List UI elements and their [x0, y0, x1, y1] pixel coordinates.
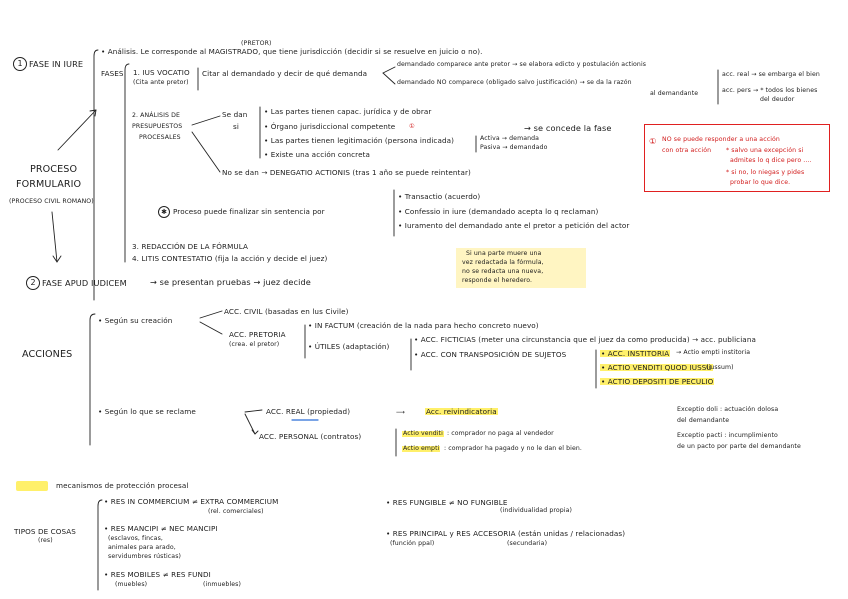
- fases-label: FASES: [101, 69, 124, 78]
- red-note-line-2: con otra acción: [662, 147, 712, 154]
- finalizar-text: Proceso puede finalizar sin sentencia por: [173, 207, 325, 216]
- yellow-note-line-2: vez redactada la fórmula,: [462, 259, 544, 266]
- in-factum: • IN FACTUM (creación de la nada para hecho concreto nuevo): [308, 321, 539, 330]
- acc-personal: ACC. PERSONAL (contratos): [259, 432, 362, 441]
- res-mobiles-sub: (muebles): [115, 581, 148, 588]
- analisis-presupuestos-2: PRESUPUESTOS: [132, 123, 183, 130]
- res-fungible-sub: (individualidad propia): [500, 507, 573, 514]
- actio-venditi-quod-iussu: • ACTIO VENDITI QUOD IUSSU: [601, 363, 712, 372]
- fase2-label: FASE APUD IUDICEM: [42, 278, 127, 288]
- se-dan-si: si: [233, 122, 239, 131]
- acc-real: ACC. REAL (propiedad): [266, 407, 351, 416]
- pretor-note: (PRETOR): [241, 40, 272, 47]
- presupuesto-capacidad: • Las partes tienen capac. jurídica y de obrar: [264, 107, 432, 116]
- proceso-subtitle: (PROCESO CIVIL ROMANO): [9, 198, 94, 205]
- no-comparece-text: demandado NO comparece (obligado salvo justificación) → se da la razón: [397, 79, 632, 86]
- res-mancipi: • RES MANCIPI ≠ NEC MANCIPI: [104, 524, 218, 533]
- exceptio-pacti: Exceptio pacti : incumplimiento: [677, 432, 778, 439]
- no-se-dan: No se dan → DENEGATIO ACTIONIS (tras 1 año se puede reintentar): [222, 168, 471, 177]
- exceptio-doli-2: del demandante: [677, 417, 730, 424]
- analisis-text: • Análisis. Le corresponde al MAGISTRADO, que tiene jurisdicción (decidir si se resuelve en juicio o no).: [101, 47, 483, 56]
- al-demandante: al demandante: [650, 90, 699, 97]
- arrow-to-reivindicatoria: ⟶: [396, 409, 405, 416]
- res-in-commercium: • RES IN COMMERCIUM ≠ EXTRA COMMERCIUM: [104, 497, 279, 506]
- res-mancipi-sub-1: (esclavos, fincas,: [108, 535, 163, 542]
- acc-real-embargo: acc. real → se embarga el bien: [722, 71, 820, 78]
- fase2-number: 2: [26, 276, 40, 290]
- segun-reclame: • Según lo que se reclame: [98, 407, 196, 416]
- yellow-note-line-1: Si una parte muere una: [466, 250, 542, 257]
- actio-empti-desc: : comprador ha pagado y no le dan el bien.: [444, 445, 582, 452]
- acc-civil: ACC. CIVIL (basadas en lus Civile): [224, 307, 349, 316]
- actio-empti: Actio empti: [403, 445, 440, 452]
- se-dan: Se dan: [222, 110, 248, 119]
- concede-fase: → se concede la fase: [524, 123, 612, 133]
- actio-venditi-quod-iussu-desc: (iussum): [706, 364, 734, 371]
- res-in-commercium-sub: (rel. comerciales): [208, 508, 264, 515]
- red-note-mark: ①: [649, 136, 657, 146]
- red-note-line-4: admites lo q dice pero ....: [730, 157, 812, 164]
- acc-pretoria: ACC. PRETORIA: [229, 330, 286, 339]
- segun-creacion: • Según su creación: [98, 316, 173, 325]
- comparece-text: demandado comparece ante pretor → se elabora edicto y postulación actionis: [397, 61, 647, 68]
- acc-institoria-desc: → Actio empti institoria: [676, 349, 751, 356]
- confessio: • Confessio in iure (demandado acepta lo q reclaman): [398, 207, 599, 216]
- res-accesoria-sub: (secundaria): [507, 540, 548, 547]
- litis-contestatio: 4. LITIS CONTESTATIO (fija la acción y decide el juez): [132, 254, 328, 263]
- red-mark-1: ①: [409, 123, 415, 130]
- redaccion-formula: 3. REDACCIÓN DE LA FÓRMULA: [132, 242, 249, 251]
- actio-venditi: Actio venditi: [403, 430, 443, 437]
- acc-institoria: • ACC. INSTITORIA: [601, 349, 670, 358]
- presupuesto-legitimacion: • Las partes tienen legitimación (persona indicada): [264, 136, 455, 145]
- exceptio-doli: Exceptio doli : actuación dolosa: [677, 406, 779, 413]
- legend-label: mecanismos de protección procesal: [56, 481, 189, 490]
- analisis-presupuestos: 2. ANÁLISIS DE: [132, 112, 180, 119]
- transactio: • Transactio (acuerdo): [398, 192, 481, 201]
- red-note-line-6: probar lo que dice.: [730, 179, 791, 186]
- star-icon: ✱: [158, 206, 170, 218]
- yellow-note-line-3: no se redacta una nueva,: [462, 268, 544, 275]
- proceso-title: PROCESO: [30, 164, 78, 175]
- proceso-title-2: FORMULARIO: [16, 179, 82, 190]
- legend-swatch: [16, 481, 48, 491]
- analisis-presupuestos-3: PROCESALES: [139, 134, 181, 141]
- red-note-line-3: * salvo una excepción si: [726, 147, 804, 154]
- actio-venditi-desc: : comprador no paga al vendedor: [447, 430, 554, 437]
- res-principal-sub: (función ppal): [390, 540, 435, 547]
- legitimacion-pasiva: Pasiva → demandado: [480, 144, 548, 151]
- fase2-desc: → se presentan pruebas → juez decide: [150, 277, 311, 287]
- res-mancipi-sub-3: servidumbres rústicas): [108, 553, 182, 560]
- res-mobiles: • RES MOBILES ≠ RES FUNDI: [104, 570, 211, 579]
- res-mancipi-sub-2: animales para arado,: [108, 544, 176, 551]
- tipos-cosas-sub: (res): [38, 537, 53, 544]
- red-note-line-5: * si no, lo niegas y pides: [726, 169, 805, 176]
- tipos-cosas-title: TIPOS DE COSAS: [14, 527, 76, 536]
- presupuesto-accion: • Existe una acción concreta: [264, 150, 371, 159]
- del-deudor: del deudor: [760, 96, 795, 103]
- acc-transposicion: • ACC. CON TRANSPOSICIÓN DE SUJETOS: [414, 350, 567, 359]
- fase1-label: FASE IN IURE: [29, 59, 84, 69]
- acc-reivindicatoria: Acc. reivindicatoria: [426, 407, 497, 416]
- res-fundi-sub: (inmuebles): [203, 581, 242, 588]
- presupuesto-organo: • Órgano jurisdiccional competente: [264, 122, 396, 131]
- acciones-title: ACCIONES: [22, 349, 73, 360]
- utiles: • ÚTILES (adaptación): [308, 342, 390, 351]
- red-note-line-1: NO se puede responder a una acción: [662, 136, 780, 143]
- res-fungible: • RES FUNGIBLE ≠ NO FUNGIBLE: [386, 498, 508, 507]
- yellow-note-line-4: responde el heredero.: [462, 277, 533, 284]
- actio-depositi-de-peculio: • ACTIO DEPOSITI DE PECULIO: [601, 377, 714, 386]
- acc-ficticias: • ACC. FICTICIAS (meter una circunstancia que el juez da como producida) → acc. publiciana: [414, 335, 756, 344]
- res-principal: • RES PRINCIPAL y RES ACCESORIA (están unidas / relacionadas): [386, 529, 626, 538]
- ius-vocatio: 1. IUS VOCATIO: [133, 68, 190, 77]
- citar-text: Citar al demandado y decir de qué demanda: [202, 69, 368, 78]
- ius-vocatio-sub: (Cita ante pretor): [133, 79, 189, 86]
- legitimacion-activa: Activa → demanda: [480, 135, 540, 142]
- exceptio-pacti-2: de un pacto por parte del demandante: [677, 443, 801, 450]
- fase1-number: 1: [13, 57, 27, 71]
- acc-pretoria-sub: (crea. el pretor): [229, 341, 280, 348]
- iuramentum: • Iuramento del demandado ante el pretor a petición del actor: [398, 221, 630, 230]
- acc-pers-bienes: acc. pers → * todos los bienes: [722, 87, 818, 94]
